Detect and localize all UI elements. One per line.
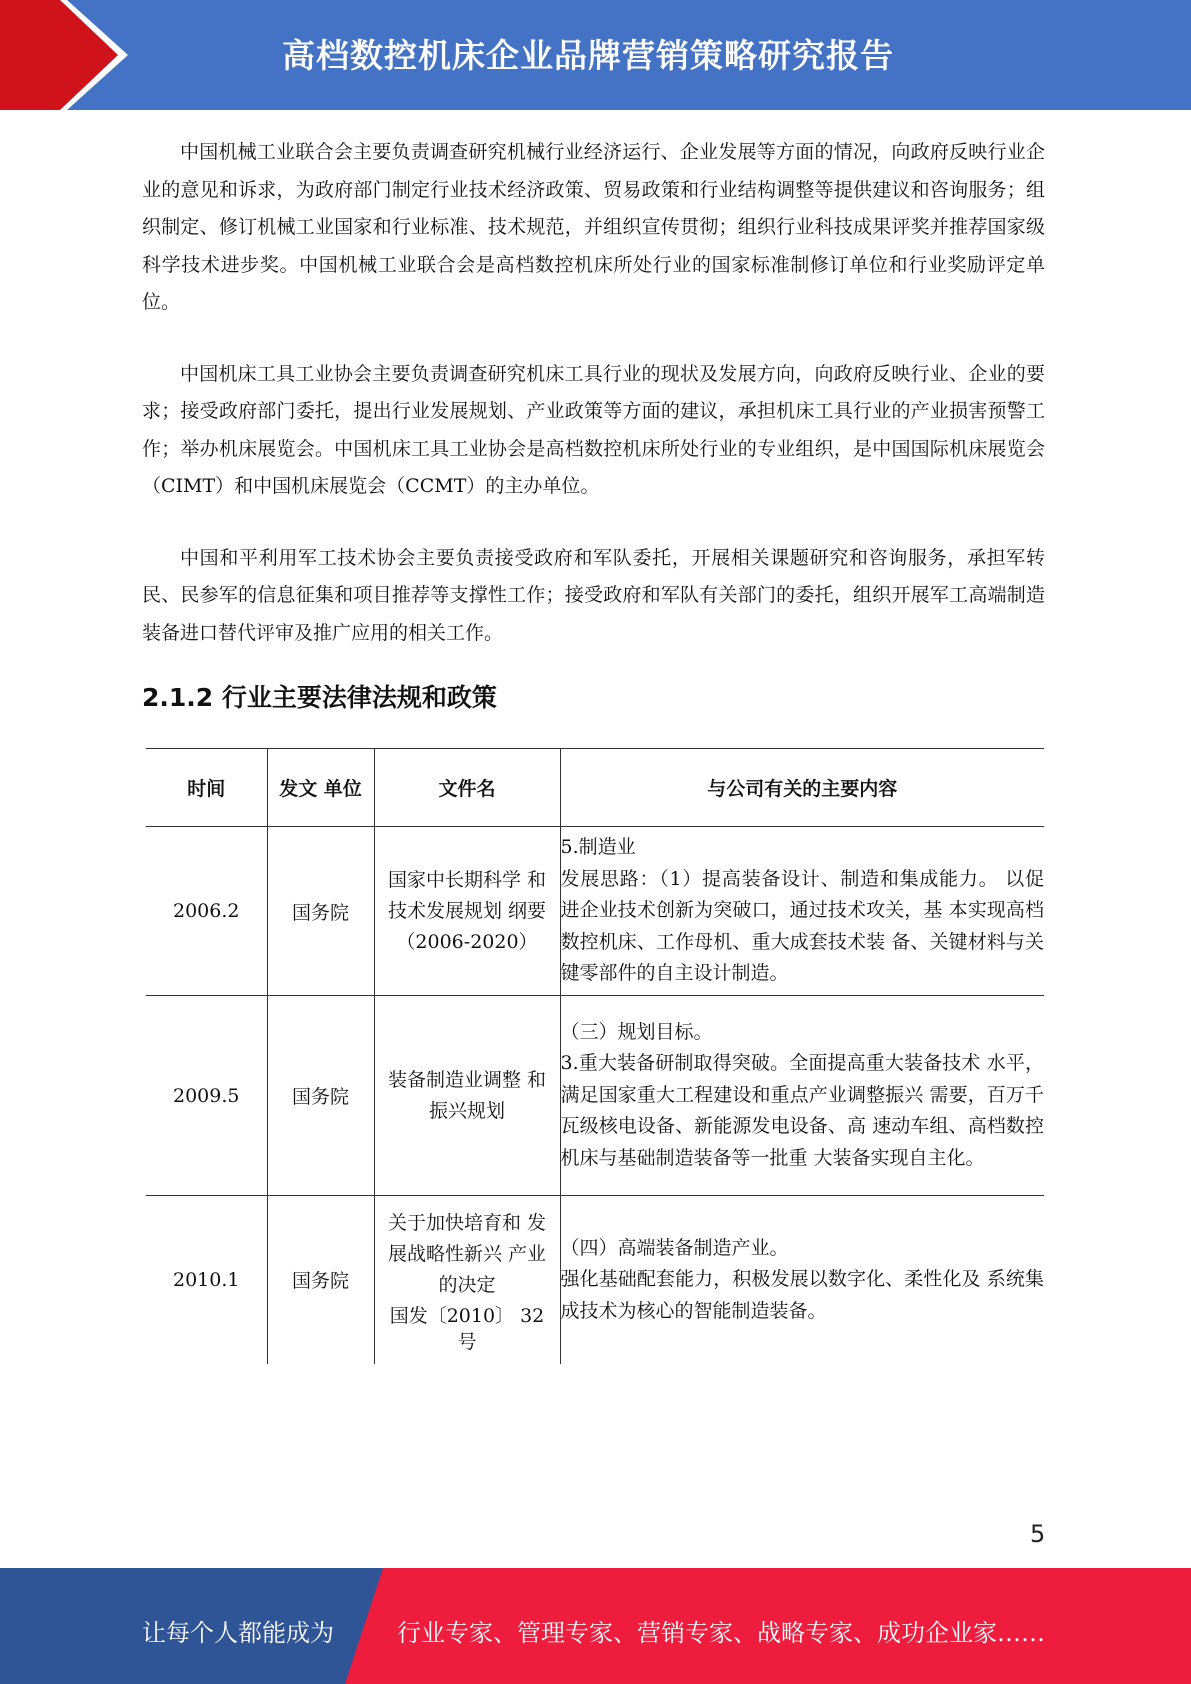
cell-document xyxy=(374,827,560,996)
table-row xyxy=(146,1196,1044,1364)
cell-unit: 国务院 xyxy=(267,1196,374,1364)
doc-line: 装备制造业调整 和 xyxy=(387,1068,547,1091)
page-header xyxy=(0,0,1191,110)
footer-slogan-right: 行业专家、管理专家、营销专家、战略专家、成功企业家…… xyxy=(397,1619,1045,1647)
header-document: 文件名 xyxy=(374,749,560,827)
header-content: 与公司有关的主要内容 xyxy=(560,749,1044,827)
body-text xyxy=(142,134,1045,686)
cell-date: 2006.2 xyxy=(146,827,267,996)
table-header-row xyxy=(146,749,1044,827)
page-footer xyxy=(0,1568,1191,1684)
content-line: 强化基础配套能力，积极发展以数字化、柔性化及 系统集成技术为核心的智能制造装备。 xyxy=(560,1268,1044,1322)
cell-document xyxy=(374,1196,560,1364)
section-heading: 2.1.2 行业主要法律法规和政策 xyxy=(142,683,497,712)
content-line: （四）高端装备制造产业。 xyxy=(560,1236,789,1259)
cell-unit: 国务院 xyxy=(267,827,374,996)
cell-date: 2010.1 xyxy=(146,1196,267,1364)
cell-unit: 国务院 xyxy=(267,996,374,1196)
doc-line: 关于加快培育和 发 xyxy=(387,1211,547,1234)
content-line: 5.制造业 xyxy=(560,836,636,859)
doc-line: 国家中长期科学 和 xyxy=(387,868,547,891)
header-unit: 发文 单位 xyxy=(267,749,374,827)
doc-line: 号 xyxy=(457,1330,477,1353)
page-number: 5 xyxy=(1030,1520,1046,1548)
table-row xyxy=(146,827,1044,996)
report-title: 高档数控机床企业品牌营销策略研究报告 xyxy=(282,36,894,75)
content-line: 发展思路：（1）提高装备设计、制造和集成能力。 以促进企业技术创新为突破口，通过技术攻关，基 本实现高档数控机床、工作母机、重大成套技术装 备、关键材料与关键零部件的自主设计制造。 xyxy=(560,867,1044,985)
doc-line: 展战略性新兴 产业 xyxy=(387,1242,547,1265)
cell-date: 2009.5 xyxy=(146,996,267,1196)
cell-content xyxy=(560,827,1044,996)
content-line: （三）规划目标。 xyxy=(560,1020,713,1043)
regulations-table xyxy=(146,748,1044,1364)
cell-document xyxy=(374,996,560,1196)
cell-content xyxy=(560,1196,1044,1364)
doc-line: 国发〔2010〕 32 xyxy=(389,1304,545,1327)
header-date: 时间 xyxy=(146,749,267,827)
paragraph: 中国机械工业联合会主要负责调查研究机械行业经济运行、企业发展等方面的情况，向政府反映行业企业的意见和诉求，为政府部门制定行业技术经济政策、贸易政策和行业结构调整等提供建议和咨询服务；组织制定、修订机械工业国家和行业标准、技术规范，并组织宣传贯彻；组织行业科技成果评奖并推荐国家级科学技术进步奖。中国机械工业联合会是高档数控机床所处行业的国家标准制修订单位和行业奖励评定单位。 xyxy=(142,141,1045,313)
table-row xyxy=(146,996,1044,1196)
content-line: 3.重大装备研制取得突破。全面提高重大装备技术 水平，满足国家重大工程建设和重点产业调整振兴 需要，百万千瓦级核电设备、新能源发电设备、高 速动车组、高档数控机床与基础制造装备等一批重 大装备实现自主化。 xyxy=(560,1052,1044,1169)
doc-line: 振兴规划 xyxy=(428,1099,505,1122)
chevron-arrow-icon xyxy=(0,0,160,110)
doc-line: 技术发展规划 纲要 xyxy=(387,899,547,922)
footer-slogan-left: 让每个人都能成为 xyxy=(142,1619,334,1647)
paragraph: 中国机床工具工业协会主要负责调查研究机床工具行业的现状及发展方向，向政府反映行业、企业的要求；接受政府部门委托，提出行业发展规划、产业政策等方面的建议，承担机床工具行业的产业损害预警工作；举办机床展览会。中国机床工具工业协会是高档数控机床所处行业的专业组织，是中国国际机床展览会（CIMT）和中国机床展览会（CCMT）的主办单位。 xyxy=(142,362,1045,497)
cell-content xyxy=(560,996,1044,1196)
doc-line: 的决定 xyxy=(438,1273,496,1296)
paragraph: 中国和平利用军工技术协会主要负责接受政府和军队委托，开展相关课题研究和咨询服务，承担军转民、民参军的信息征集和项目推荐等支撑性工作；接受政府和军队有关部门的委托，组织开展军工高端制造装备进口替代评审及推广应用的相关工作。 xyxy=(142,546,1045,644)
doc-line: （2006-2020） xyxy=(396,930,538,953)
